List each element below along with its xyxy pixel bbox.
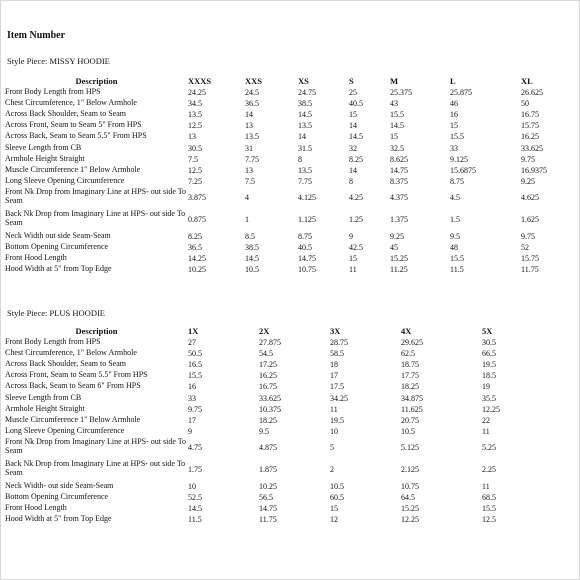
missy-measurement-cell: 15.6875	[450, 165, 476, 175]
missy-measurement-cell: 25.875	[450, 88, 472, 98]
plus-row-description: Front Hood Length	[5, 503, 67, 513]
missy-measurement-cell: 9.5	[450, 231, 460, 241]
plus-measurement-cell: 4.75	[188, 443, 202, 453]
missy-table-row	[5, 264, 575, 275]
plus-measurement-cell: 28.75	[330, 338, 348, 348]
plus-measurement-cell: 12.25	[401, 515, 419, 525]
missy-table-row	[5, 120, 575, 131]
missy-measurement-cell: 14.5	[390, 121, 404, 131]
missy-measurement-cell: 0.875	[188, 215, 206, 225]
missy-measurement-cell: 13	[188, 132, 196, 142]
missy-measurement-cell: 15	[390, 132, 398, 142]
missy-measurement-cell: 14	[349, 121, 357, 131]
missy-size-header: M	[390, 76, 399, 86]
missy-row-description: Across Back Shoulder, Seam to Seam	[5, 109, 126, 119]
missy-measurement-cell: 15.75	[521, 121, 539, 131]
missy-measurement-cell: 14.5	[245, 254, 259, 264]
plus-measurement-cell: 2.25	[482, 465, 496, 475]
missy-measurement-cell: 1	[245, 215, 249, 225]
missy-measurement-cell: 13	[245, 121, 253, 131]
plus-description-header: Description	[75, 326, 118, 336]
plus-measurement-cell: 12.5	[482, 515, 496, 525]
missy-measurement-cell: 8.375	[390, 176, 408, 186]
missy-measurement-cell: 16.75	[521, 110, 539, 120]
plus-table-row	[5, 459, 575, 481]
plus-measurement-cell: 27.875	[259, 338, 281, 348]
missy-size-header: XXXS	[188, 76, 212, 86]
item-number-heading: Item Number	[7, 30, 66, 41]
missy-table-row	[5, 165, 575, 176]
plus-measurement-cell: 2	[330, 465, 334, 475]
missy-measurement-cell: 4.5	[450, 193, 460, 203]
missy-measurement-cell: 13	[245, 165, 253, 175]
plus-row-description: Across Back, Seam to Seam 6" From HPS	[5, 381, 141, 391]
plus-measurement-cell: 15	[330, 504, 338, 514]
missy-row-description: Neck Width out side Seam-Seam	[5, 230, 111, 240]
missy-table-row	[5, 231, 575, 242]
missy-row-description: Across Front, Seam to Seam 5" From HPS	[5, 120, 142, 130]
missy-measurement-cell: 14	[298, 132, 306, 142]
missy-measurement-cell: 8.25	[349, 154, 363, 164]
plus-measurement-cell: 29.625	[401, 338, 423, 348]
missy-measurement-cell: 14.75	[390, 165, 408, 175]
missy-size-header: XXS	[245, 76, 263, 86]
plus-measurement-cell: 33	[188, 393, 196, 403]
plus-measurement-cell: 52.5	[188, 493, 202, 503]
missy-measurement-cell: 33	[450, 143, 458, 153]
missy-measurement-cell: 7.5	[245, 176, 255, 186]
plus-table-row	[5, 404, 575, 415]
missy-measurement-cell: 30.5	[188, 143, 202, 153]
missy-measurement-cell: 11.25	[390, 265, 408, 275]
plus-measurement-cell: 64.5	[401, 493, 415, 503]
missy-measurement-cell: 8	[298, 154, 302, 164]
plus-measurement-cell: 34.25	[330, 393, 348, 403]
missy-measurement-cell: 24.25	[188, 88, 206, 98]
missy-measurement-cell: 3.875	[188, 193, 206, 203]
plus-table-row	[5, 381, 575, 392]
missy-measurement-cell: 14	[349, 165, 357, 175]
plus-row-description: Across Back Shoulder, Seam to Seam	[5, 359, 126, 369]
plus-measurement-cell: 17	[188, 415, 196, 425]
plus-table-row	[5, 481, 575, 492]
plus-measurement-cell: 11	[482, 481, 490, 491]
plus-measurement-cell: 27	[188, 338, 196, 348]
plus-row-description: Front Body Length from HPS	[5, 337, 101, 347]
missy-measurement-cell: 7.75	[298, 176, 312, 186]
missy-measurement-cell: 14.75	[298, 254, 316, 264]
plus-table-row	[5, 337, 575, 348]
missy-measurement-cell: 13.5	[245, 132, 259, 142]
plus-measurement-cell: 19.5	[482, 360, 496, 370]
missy-style-label: Style Piece: MISSY HOODIE	[7, 56, 110, 66]
missy-measurement-cell: 42.5	[349, 243, 363, 253]
plus-size-header: 2X	[259, 326, 270, 336]
plus-measurement-cell: 56.5	[259, 493, 273, 503]
missy-table-row	[5, 154, 575, 165]
plus-measurement-cell: 18.25	[259, 415, 277, 425]
plus-row-description: Long Sleeve Opening Circumference	[5, 425, 125, 435]
missy-table-row	[5, 131, 575, 142]
missy-measurement-cell: 14.5	[298, 110, 312, 120]
plus-measurement-cell: 19	[482, 382, 490, 392]
missy-measurement-cell: 11.5	[450, 265, 464, 275]
plus-measurement-cell: 5	[330, 443, 334, 453]
plus-measurement-cell: 9	[188, 426, 192, 436]
missy-measurement-cell: 25.375	[390, 88, 412, 98]
plus-measurement-cell: 9.75	[188, 404, 202, 414]
missy-table-row	[5, 187, 575, 209]
plus-measurement-cell: 10.375	[259, 404, 281, 414]
plus-measurement-cell: 10.25	[259, 481, 277, 491]
plus-measurement-cell: 16	[188, 382, 196, 392]
plus-measurement-cell: 4.875	[259, 443, 277, 453]
plus-measurement-cell: 14.75	[259, 504, 277, 514]
missy-table-row	[5, 109, 575, 120]
plus-measurement-cell: 12.25	[482, 404, 500, 414]
missy-measurement-cell: 8.25	[188, 231, 202, 241]
plus-table-row	[5, 393, 575, 404]
plus-row-description: Chest Circumference, 1" Below Armhole	[5, 348, 137, 358]
plus-measurement-cell: 66.5	[482, 349, 496, 359]
missy-size-header: L	[450, 76, 456, 86]
missy-table-row	[5, 87, 575, 98]
plus-table-row	[5, 415, 575, 426]
missy-measurement-cell: 15	[349, 110, 357, 120]
missy-measurement-cell: 4.25	[349, 193, 363, 203]
missy-measurement-cell: 40.5	[349, 99, 363, 109]
plus-measurement-cell: 30.5	[482, 338, 496, 348]
missy-measurement-cell: 10.25	[188, 265, 206, 275]
missy-measurement-cell: 7.25	[188, 176, 202, 186]
missy-measurement-cell: 26.625	[521, 88, 543, 98]
missy-measurement-cell: 15.75	[521, 254, 539, 264]
plus-measurement-cell: 12	[330, 515, 338, 525]
plus-measurement-cell: 17	[330, 371, 338, 381]
missy-measurement-cell: 38.5	[245, 243, 259, 253]
plus-measurement-cell: 35.5	[482, 393, 496, 403]
plus-table-row	[5, 492, 575, 503]
missy-measurement-cell: 9.125	[450, 154, 468, 164]
plus-row-description: Armhole Height Straight	[5, 403, 85, 413]
plus-measurement-cell: 1.75	[188, 465, 202, 475]
plus-measurement-cell: 18	[330, 360, 338, 370]
missy-measurement-cell: 11.75	[521, 265, 539, 275]
plus-hoodie-spec-table	[5, 326, 575, 525]
missy-measurement-cell: 15.25	[390, 254, 408, 264]
missy-measurement-cell: 45	[390, 243, 398, 253]
plus-measurement-cell: 34.875	[401, 393, 423, 403]
plus-measurement-cell: 10	[330, 426, 338, 436]
plus-measurement-cell: 33.625	[259, 393, 281, 403]
missy-measurement-cell: 10.5	[245, 265, 259, 275]
plus-measurement-cell: 11	[330, 404, 338, 414]
missy-measurement-cell: 1.375	[390, 215, 408, 225]
plus-measurement-cell: 5.125	[401, 443, 419, 453]
missy-measurement-cell: 9.25	[521, 176, 535, 186]
missy-measurement-cell: 50	[521, 99, 529, 109]
plus-measurement-cell: 14.5	[188, 504, 202, 514]
missy-row-description: Across Back, Seam to Seam 5.5" From HPS	[5, 131, 147, 141]
missy-measurement-cell: 16.9375	[521, 165, 547, 175]
plus-table-row	[5, 348, 575, 359]
missy-measurement-cell: 14	[245, 110, 253, 120]
missy-measurement-cell: 15.5	[450, 254, 464, 264]
plus-row-description: Front Nk Drop from Imaginary Line at HPS- out side To Seam	[5, 436, 187, 455]
missy-measurement-cell: 32	[349, 143, 357, 153]
missy-measurement-cell: 9.75	[521, 231, 535, 241]
missy-measurement-cell: 43	[390, 99, 398, 109]
missy-measurement-cell: 15	[349, 254, 357, 264]
missy-measurement-cell: 38.5	[298, 99, 312, 109]
missy-measurement-cell: 1.5	[450, 215, 460, 225]
plus-measurement-cell: 50.5	[188, 349, 202, 359]
missy-measurement-cell: 10.75	[298, 265, 316, 275]
missy-size-header: S	[349, 76, 354, 86]
missy-measurement-cell: 12.5	[188, 121, 202, 131]
missy-measurement-cell: 1.125	[298, 215, 316, 225]
missy-row-description: Front Hood Length	[5, 253, 67, 263]
plus-measurement-cell: 11	[482, 426, 490, 436]
missy-measurement-cell: 14.5	[349, 132, 363, 142]
missy-measurement-cell: 13.5	[298, 165, 312, 175]
missy-measurement-cell: 15.5	[390, 110, 404, 120]
missy-measurement-cell: 4	[245, 193, 249, 203]
missy-measurement-cell: 16.25	[521, 132, 539, 142]
missy-table-row	[5, 242, 575, 253]
missy-measurement-cell: 4.375	[390, 193, 408, 203]
plus-row-description: Sleeve Length from CB	[5, 392, 82, 402]
plus-row-description: Muscle Circumference 1" Below Armhole	[5, 414, 141, 424]
plus-measurement-cell: 19.5	[330, 415, 344, 425]
missy-measurement-cell: 24.5	[245, 88, 259, 98]
plus-size-header: 5X	[482, 326, 493, 336]
missy-measurement-cell: 52	[521, 243, 529, 253]
plus-measurement-cell: 16.25	[259, 371, 277, 381]
missy-table-row	[5, 253, 575, 264]
missy-measurement-cell: 9.75	[521, 154, 535, 164]
missy-row-description: Hood Width at 5" from Top Edge	[5, 264, 112, 274]
missy-measurement-cell: 1.25	[349, 215, 363, 225]
plus-measurement-cell: 10.5	[330, 481, 344, 491]
plus-measurement-cell: 16.5	[188, 360, 202, 370]
missy-row-description: Front Body Length from HPS	[5, 87, 101, 97]
missy-measurement-cell: 32.5	[390, 143, 404, 153]
missy-measurement-cell: 8	[349, 176, 353, 186]
plus-measurement-cell: 2.125	[401, 465, 419, 475]
missy-measurement-cell: 13.5	[188, 110, 202, 120]
plus-table-row	[5, 437, 575, 459]
plus-measurement-cell: 17.25	[259, 360, 277, 370]
missy-size-header: XS	[298, 76, 309, 86]
missy-measurement-cell: 46	[450, 99, 458, 109]
missy-measurement-cell: 15.5	[450, 132, 464, 142]
missy-measurement-cell: 25	[349, 88, 357, 98]
missy-measurement-cell: 31.5	[298, 143, 312, 153]
missy-measurement-cell: 11	[349, 265, 357, 275]
missy-table-row	[5, 176, 575, 187]
plus-measurement-cell: 22	[482, 415, 490, 425]
plus-table-row	[5, 426, 575, 437]
missy-row-description: Front Nk Drop from Imaginary Line at HPS- out side To Seam	[5, 186, 187, 205]
plus-row-description: Across Front, Seam to Seam 5.5" From HPS	[5, 370, 148, 380]
plus-measurement-cell: 18.5	[482, 371, 496, 381]
plus-measurement-cell: 20.75	[401, 415, 419, 425]
missy-measurement-cell: 7.5	[188, 154, 198, 164]
missy-row-description: Bottom Opening Circumference	[5, 242, 109, 252]
missy-measurement-cell: 8.625	[390, 154, 408, 164]
plus-row-description: Hood Width at 5" from Top Edge	[5, 514, 112, 524]
missy-measurement-cell: 31	[245, 143, 253, 153]
missy-measurement-cell: 36.5	[188, 243, 202, 253]
plus-size-header: 3X	[330, 326, 341, 336]
plus-measurement-cell: 18.25	[401, 382, 419, 392]
plus-measurement-cell: 11.5	[188, 515, 202, 525]
missy-measurement-cell: 33.625	[521, 143, 543, 153]
missy-measurement-cell: 4.125	[298, 193, 316, 203]
plus-measurement-cell: 15.25	[401, 504, 419, 514]
missy-measurement-cell: 1.625	[521, 215, 539, 225]
missy-size-header: XL	[521, 76, 533, 86]
missy-measurement-cell: 7.75	[245, 154, 259, 164]
missy-measurement-cell: 34.5	[188, 99, 202, 109]
plus-measurement-cell: 10.75	[401, 481, 419, 491]
plus-measurement-cell: 60.5	[330, 493, 344, 503]
missy-measurement-cell: 36.5	[245, 99, 259, 109]
missy-row-description: Sleeve Length from CB	[5, 142, 82, 152]
missy-measurement-cell: 8.75	[450, 176, 464, 186]
plus-measurement-cell: 17.75	[401, 371, 419, 381]
plus-row-description: Neck Width- out side Seam-Seam	[5, 480, 114, 490]
plus-row-description: Bottom Opening Circumference	[5, 492, 109, 502]
missy-measurement-cell: 15	[450, 121, 458, 131]
missy-measurement-cell: 16	[450, 110, 458, 120]
missy-row-description: Muscle Circumference 1" Below Armhole	[5, 164, 141, 174]
missy-table-row	[5, 98, 575, 109]
plus-measurement-cell: 62.5	[401, 349, 415, 359]
plus-measurement-cell: 68.5	[482, 493, 496, 503]
plus-measurement-cell: 16.75	[259, 382, 277, 392]
missy-measurement-cell: 13.5	[298, 121, 312, 131]
plus-measurement-cell: 10	[188, 481, 196, 491]
plus-measurement-cell: 9.5	[259, 426, 269, 436]
plus-measurement-cell: 18.75	[401, 360, 419, 370]
plus-measurement-cell: 11.75	[259, 515, 277, 525]
plus-size-header: 1X	[188, 326, 199, 336]
plus-table-row	[5, 359, 575, 370]
missy-measurement-cell: 8.75	[298, 231, 312, 241]
missy-row-description: Chest Circumference, 1" Below Armhole	[5, 98, 137, 108]
plus-measurement-cell: 17.5	[330, 382, 344, 392]
plus-table-row	[5, 370, 575, 381]
plus-measurement-cell: 54.5	[259, 349, 273, 359]
missy-measurement-cell: 14.25	[188, 254, 206, 264]
missy-row-description: Armhole Height Straight	[5, 153, 85, 163]
plus-measurement-cell: 15.5	[188, 371, 202, 381]
missy-description-header: Description	[75, 76, 118, 86]
plus-measurement-cell: 58.5	[330, 349, 344, 359]
missy-measurement-cell: 40.5	[298, 243, 312, 253]
plus-measurement-cell: 1.875	[259, 465, 277, 475]
plus-measurement-cell: 5.25	[482, 443, 496, 453]
plus-measurement-cell: 11.625	[401, 404, 423, 414]
plus-table-row	[5, 503, 575, 514]
missy-measurement-cell: 9.25	[390, 231, 404, 241]
missy-measurement-cell: 12.5	[188, 165, 202, 175]
missy-measurement-cell: 48	[450, 243, 458, 253]
plus-table-row	[5, 514, 575, 525]
missy-measurement-cell: 8.5	[245, 231, 255, 241]
missy-row-description: Back Nk Drop from Imaginary Line at HPS- out side To Seam	[5, 208, 186, 227]
missy-table-row	[5, 143, 575, 154]
missy-measurement-cell: 4.625	[521, 193, 539, 203]
missy-measurement-cell: 9	[349, 231, 353, 241]
plus-measurement-cell: 10.5	[401, 426, 415, 436]
plus-row-description: Back Nk Drop from Imaginary Line at HPS- out side To Seam	[5, 458, 186, 477]
missy-hoodie-spec-table	[5, 76, 575, 275]
missy-table-row	[5, 209, 575, 231]
plus-size-header: 4X	[401, 326, 412, 336]
plus-style-label: Style Piece: PLUS HOODIE	[7, 308, 105, 318]
missy-row-description: Long Sleeve Opening Circumference	[5, 175, 125, 185]
plus-measurement-cell: 15.5	[482, 504, 496, 514]
missy-measurement-cell: 24.75	[298, 88, 316, 98]
